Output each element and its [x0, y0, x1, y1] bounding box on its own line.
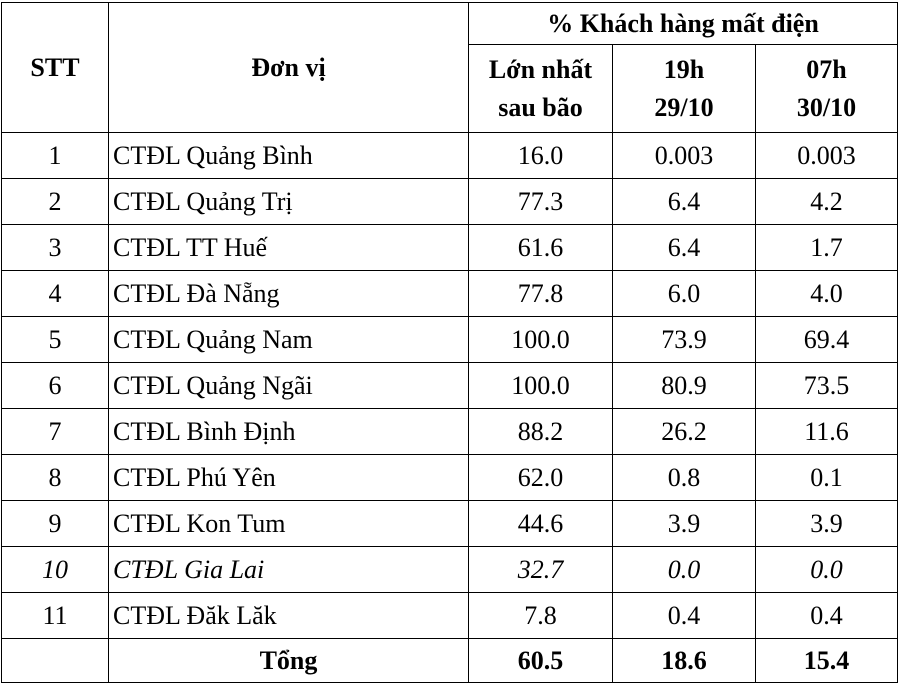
- table-row: [2, 593, 898, 639]
- row-stt: 9: [2, 501, 109, 547]
- row-19h: 0.003: [613, 133, 756, 179]
- row-unit: CTĐL Quảng Nam: [109, 317, 469, 363]
- total-stt-empty: [2, 639, 109, 683]
- row-07h: 1.7: [756, 225, 898, 271]
- row-stt: 4: [2, 271, 109, 317]
- outage-table: [1, 2, 898, 683]
- row-unit: CTĐL Đà Nẵng: [109, 271, 469, 317]
- row-07h: 4.2: [756, 179, 898, 225]
- row-19h: 0.8: [613, 455, 756, 501]
- row-stt: 6: [2, 363, 109, 409]
- row-07h: 0.4: [756, 593, 898, 639]
- row-unit: CTĐL Quảng Bình: [109, 133, 469, 179]
- table-row: [2, 225, 898, 271]
- row-stt: 11: [2, 593, 109, 639]
- row-unit: CTĐL Quảng Ngãi: [109, 363, 469, 409]
- row-max: 7.8: [469, 593, 613, 639]
- row-07h: 0.1: [756, 455, 898, 501]
- row-19h: 0.4: [613, 593, 756, 639]
- row-19h: 6.4: [613, 179, 756, 225]
- row-max: 77.8: [469, 271, 613, 317]
- row-max: 100.0: [469, 317, 613, 363]
- row-max: 16.0: [469, 133, 613, 179]
- header-19h-29-10: 19h 29/10: [613, 45, 756, 133]
- table-row: [2, 363, 898, 409]
- row-stt: 7: [2, 409, 109, 455]
- total-max: 60.5: [469, 639, 613, 683]
- table-row: [2, 547, 898, 593]
- row-stt: 3: [2, 225, 109, 271]
- table-row: [2, 133, 898, 179]
- row-unit: CTĐL Gia Lai: [109, 547, 469, 593]
- row-stt: 2: [2, 179, 109, 225]
- row-max: 44.6: [469, 501, 613, 547]
- row-max: 88.2: [469, 409, 613, 455]
- header-max-after-storm: Lớn nhất sau bão: [469, 45, 613, 133]
- row-max: 62.0: [469, 455, 613, 501]
- row-unit: CTĐL Kon Tum: [109, 501, 469, 547]
- table-row: [2, 317, 898, 363]
- row-07h: 0.0: [756, 547, 898, 593]
- total-07h: 15.4: [756, 639, 898, 683]
- row-07h: 4.0: [756, 271, 898, 317]
- row-19h: 80.9: [613, 363, 756, 409]
- row-19h: 6.0: [613, 271, 756, 317]
- row-07h: 69.4: [756, 317, 898, 363]
- row-07h: 11.6: [756, 409, 898, 455]
- table-row: [2, 271, 898, 317]
- header-07h-30-10: 07h 30/10: [756, 45, 898, 133]
- row-max: 77.3: [469, 179, 613, 225]
- row-07h: 0.003: [756, 133, 898, 179]
- row-19h: 73.9: [613, 317, 756, 363]
- table-row: [2, 455, 898, 501]
- row-07h: 3.9: [756, 501, 898, 547]
- table-row: [2, 409, 898, 455]
- row-stt: 1: [2, 133, 109, 179]
- row-unit: CTĐL Bình Định: [109, 409, 469, 455]
- row-stt: 5: [2, 317, 109, 363]
- total-row: [2, 639, 898, 683]
- row-19h: 0.0: [613, 547, 756, 593]
- row-unit: CTĐL Phú Yên: [109, 455, 469, 501]
- row-max: 32.7: [469, 547, 613, 593]
- row-unit: CTĐL TT Huế: [109, 225, 469, 271]
- row-unit: CTĐL Đăk Lăk: [109, 593, 469, 639]
- row-07h: 73.5: [756, 363, 898, 409]
- row-unit: CTĐL Quảng Trị: [109, 179, 469, 225]
- row-stt: 10: [2, 547, 109, 593]
- row-max: 100.0: [469, 363, 613, 409]
- row-19h: 26.2: [613, 409, 756, 455]
- header-unit: Đơn vị: [109, 3, 469, 133]
- header-outage-percent: % Khách hàng mất điện: [469, 3, 898, 45]
- row-max: 61.6: [469, 225, 613, 271]
- total-label: Tổng: [109, 639, 469, 683]
- table-row: [2, 179, 898, 225]
- header-stt: STT: [2, 3, 109, 133]
- row-19h: 3.9: [613, 501, 756, 547]
- total-19h: 18.6: [613, 639, 756, 683]
- row-19h: 6.4: [613, 225, 756, 271]
- table-row: [2, 501, 898, 547]
- row-stt: 8: [2, 455, 109, 501]
